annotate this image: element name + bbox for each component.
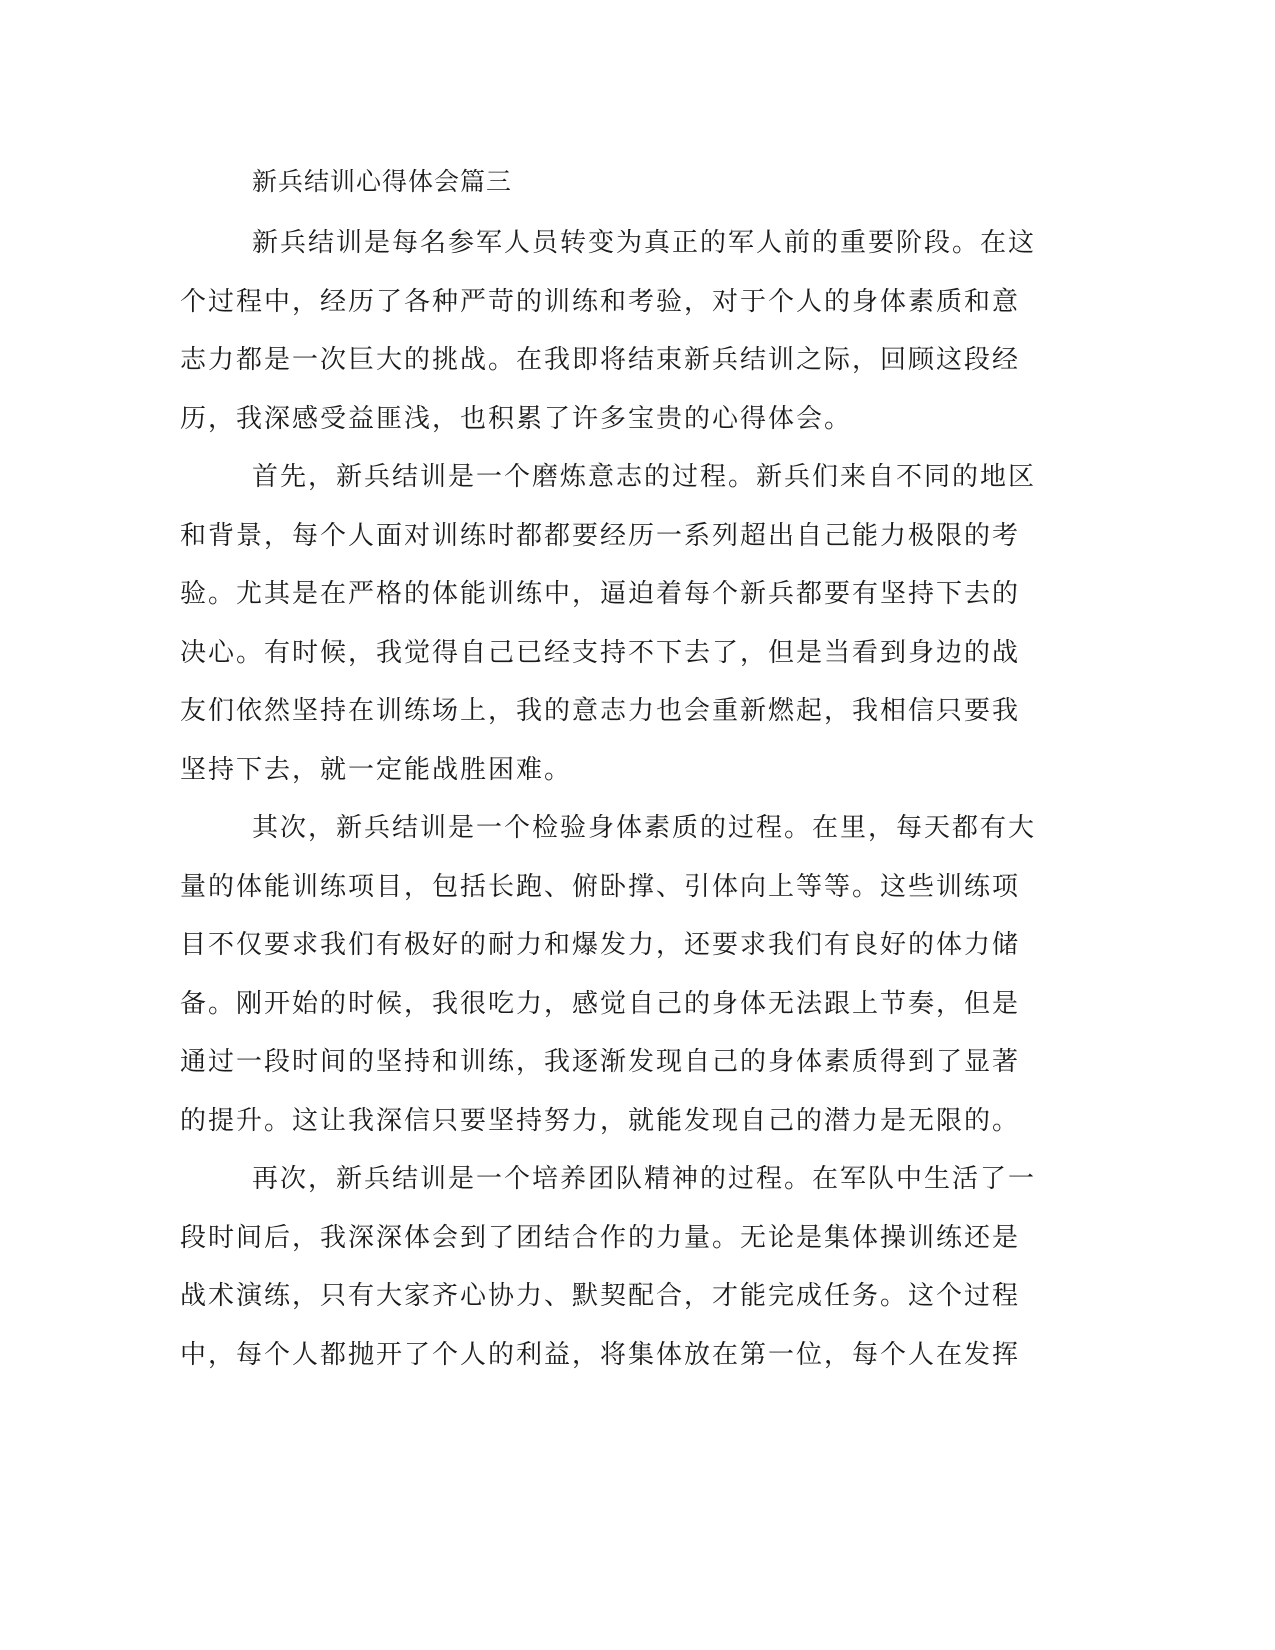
- paragraph-line: 友们依然坚持在训练场上，我的意志力也会重新燃起，我相信只要我: [180, 696, 1021, 726]
- paragraph-line: 和背景，每个人面对训练时都都要经历一系列超出自己能力极限的考: [180, 520, 1021, 551]
- paragraph-line: 首先，新兵结训是一个磨炼意志的过程。新兵们来自不同的地区: [252, 462, 1037, 492]
- paragraph-line: 的提升。这让我深信只要坚持努力，就能发现自己的潜力是无限的。: [180, 1105, 1021, 1136]
- paragraph-line: 坚持下去，就一定能战胜困难。: [180, 754, 573, 785]
- paragraph-line: 战术演练，只有大家齐心协力、默契配合，才能完成任务。这个过程: [180, 1281, 1021, 1311]
- paragraph-line: 个过程中，经历了各种严苛的训练和考验，对于个人的身体素质和意: [180, 286, 1021, 317]
- paragraph-line: 备。刚开始的时候，我很吃力，感觉自己的身体无法跟上节奏，但是: [180, 988, 1021, 1019]
- paragraph-line: 通过一段时间的坚持和训练，我逐渐发现自己的身体素质得到了显著: [180, 1047, 1021, 1077]
- paragraph-line: 志力都是一次巨大的挑战。在我即将结束新兵结训之际，回顾这段经: [180, 345, 1021, 375]
- document-body: [180, 158, 1037, 1384]
- paragraph-line: 新兵结训是每名参军人员转变为真正的军人前的重要阶段。在这: [252, 228, 1037, 258]
- paragraph-line: 中，每个人都抛开了个人的利益，将集体放在第一位，每个人在发挥: [180, 1339, 1021, 1370]
- paragraph-line: 历，我深感受益匪浅，也积累了许多宝贵的心得体会。: [180, 403, 853, 434]
- paragraph-intro: [180, 214, 1037, 448]
- paragraph-line: 其次，新兵结训是一个检验身体素质的过程。在里，每天都有大: [252, 813, 1037, 843]
- document-title: 新兵结训心得体会篇三: [252, 167, 513, 196]
- paragraph-line: 段时间后，我深深体会到了团结合作的力量。无论是集体操训练还是: [180, 1222, 1021, 1253]
- paragraph-line: 量的体能训练项目，包括长跑、俯卧撑、引体向上等等。这些训练项: [180, 871, 1021, 902]
- paragraph-line: 目不仅要求我们有极好的耐力和爆发力，还要求我们有良好的体力储: [180, 930, 1021, 960]
- paragraph-first-point: [180, 448, 1037, 799]
- paragraph-second-point: [180, 799, 1037, 1150]
- paragraph-line: 再次，新兵结训是一个培养团队精神的过程。在军队中生活了一: [252, 1164, 1037, 1194]
- paragraph-line: 验。尤其是在严格的体能训练中，逼迫着每个新兵都要有坚持下去的: [180, 579, 1021, 609]
- paragraph-third-point: [180, 1150, 1037, 1384]
- paragraph-line: 决心。有时候，我觉得自己已经支持不下去了，但是当看到身边的战: [180, 637, 1021, 668]
